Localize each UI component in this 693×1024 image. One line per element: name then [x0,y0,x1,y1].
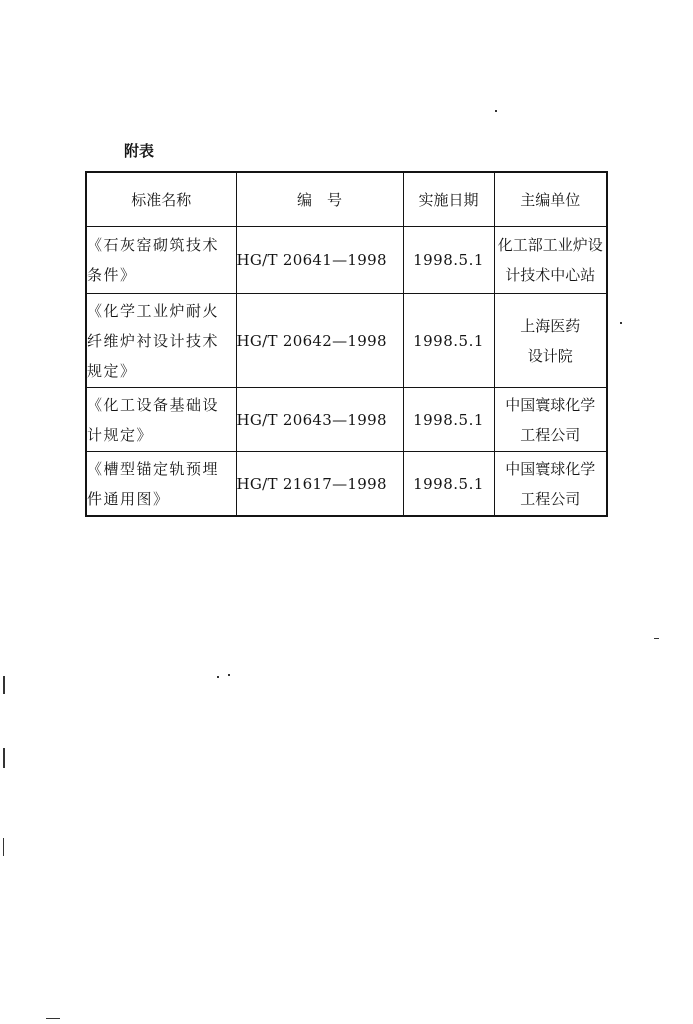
table-header-row [86,172,607,227]
scan-speck [46,1018,60,1019]
standard-code-cell: HG/T 21617—1998 [236,452,403,517]
effective-date-cell: 1998.5.1 [403,227,494,294]
scan-speck [228,674,230,676]
effective-date-cell: 1998.5.1 [403,388,494,452]
standard-code-cell: HG/T 20643—1998 [236,388,403,452]
standard-name-cell: 《化学工业炉耐火 纤维炉衬设计技术 规定》 [86,294,236,388]
header-standard-name: 标准名称 [86,172,236,227]
standard-code-cell: HG/T 20641—1998 [236,227,403,294]
scan-mark [3,748,5,768]
scan-mark [3,838,4,856]
table-row [86,388,607,452]
effective-date-cell: 1998.5.1 [403,294,494,388]
table-row [86,227,607,294]
effective-date-cell: 1998.5.1 [403,452,494,517]
header-effective-date: 实施日期 [403,172,494,227]
scan-speck [620,322,622,324]
editing-unit-cell: 化工部工业炉设 计技术中心站 [494,227,607,294]
standard-name-cell: 《石灰窑砌筑技术 条件》 [86,227,236,294]
table-caption: 附表 [124,142,155,160]
scan-mark [3,676,5,694]
editing-unit-cell: 中国寰球化学 工程公司 [494,388,607,452]
scan-speck [654,638,659,639]
editing-unit-cell: 中国寰球化学 工程公司 [494,452,607,517]
standard-name-cell: 《化工设备基础设 计规定》 [86,388,236,452]
table-row [86,452,607,517]
table-row [86,294,607,388]
scan-speck [495,110,497,112]
scan-speck [217,676,219,678]
header-editing-unit: 主编单位 [494,172,607,227]
standards-table [85,171,608,517]
standard-code-cell: HG/T 20642—1998 [236,294,403,388]
standard-name-cell: 《槽型锚定轨预埋 件通用图》 [86,452,236,517]
header-code: 编 号 [236,172,403,227]
editing-unit-cell: 上海医药 设计院 [494,294,607,388]
